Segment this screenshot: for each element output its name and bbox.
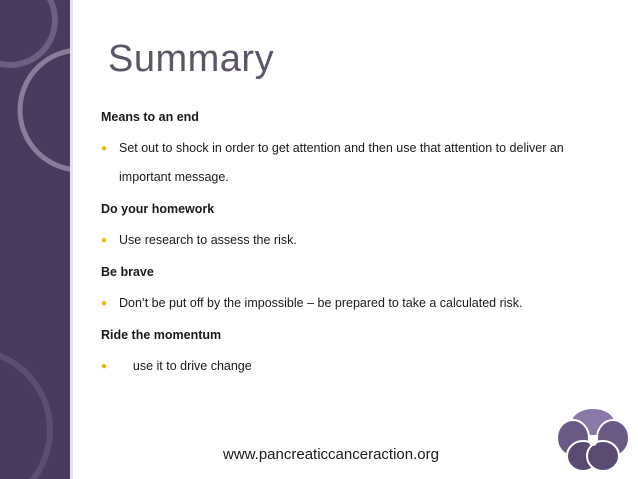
bullet-item bbox=[101, 352, 611, 381]
slide-content bbox=[101, 110, 611, 381]
section-heading: Do your homework bbox=[101, 202, 215, 216]
bullet-dot-icon: ● bbox=[101, 235, 108, 246]
bullet-dot-icon: ● bbox=[101, 361, 108, 372]
bullet-text-continued: important message. bbox=[119, 170, 229, 184]
purple-flower-logo-icon bbox=[555, 404, 631, 479]
bullet-text: Use research to assess the risk. bbox=[119, 233, 297, 247]
bullet-item bbox=[101, 289, 611, 318]
sidebar-divider bbox=[70, 0, 73, 479]
section-heading: Be brave bbox=[101, 265, 154, 279]
bullet-text: use it to drive change bbox=[119, 359, 252, 373]
bullet-text: Set out to shock in order to get attention and then use that attention to deliver an bbox=[119, 141, 564, 155]
sidebar-circles-graphic bbox=[0, 0, 70, 479]
footer-url: www.pancreaticcanceraction.org bbox=[223, 446, 439, 463]
section-heading: Ride the momentum bbox=[101, 328, 222, 342]
slide-title: Summary bbox=[108, 38, 275, 80]
sidebar-decoration bbox=[0, 0, 70, 479]
bullet-dot-icon: ● bbox=[101, 298, 108, 309]
section-heading: Means to an end bbox=[101, 110, 199, 124]
bullet-text: Don’t be put off by the impossible – be prepared to take a calculated risk. bbox=[119, 296, 523, 310]
bullet-dot-icon: ● bbox=[101, 143, 108, 154]
bullet-item bbox=[101, 134, 611, 192]
bullet-item bbox=[101, 226, 611, 255]
